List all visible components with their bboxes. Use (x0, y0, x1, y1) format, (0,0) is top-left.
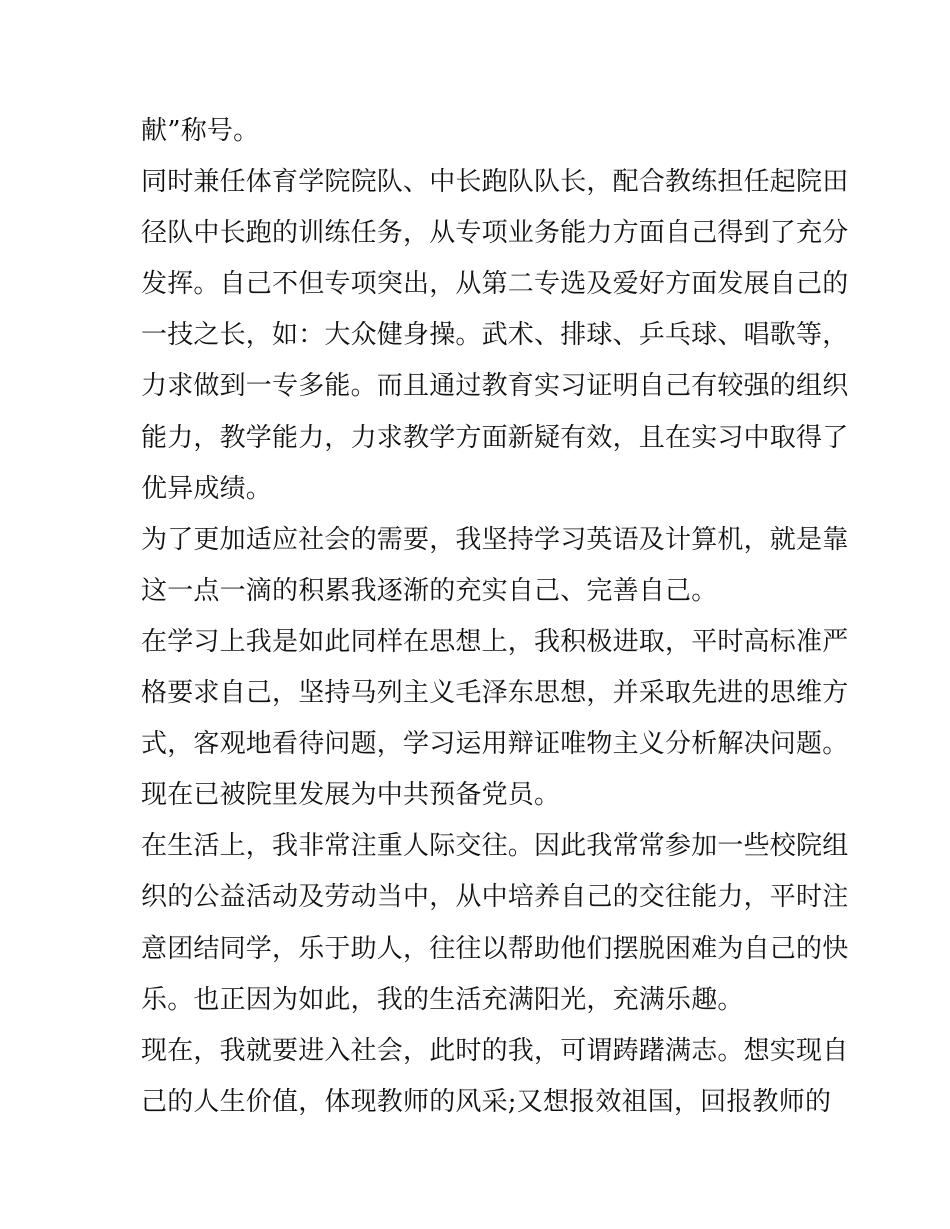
text-line: 这一点一滴的积累我逐渐的充实自己、完善自己。 (141, 575, 718, 606)
text-line: 在生活上，我非常注重人际交往。因此我常常参加一些校院组 (141, 831, 849, 862)
text-line: 优异成绩。 (141, 473, 273, 504)
text-line: 在学习上我是如此同样在思想上，我积极进取，平时高标准严 (141, 626, 849, 657)
text-line: 同时兼任体育学院院队、中长跑队队长，配合教练担任起院田 (141, 167, 849, 198)
text-line: 一技之长，如：大众健身操。武术、排球、乒乓球、唱歌等， (141, 320, 849, 351)
text-line: 径队中长跑的训练任务，从专项业务能力方面自己得到了充分 (141, 218, 849, 249)
text-line: 现在已被院里发展为中共预备党员。 (141, 780, 561, 811)
text-line: 为了更加适应社会的需要，我坚持学习英语及计算机，就是靠 (141, 524, 849, 555)
text-line: 力求做到一专多能。而且通过教育实习证明自己有较强的组织 (141, 371, 849, 402)
text-line: 能力，教学能力，力求教学方面新疑有效，且在实习中取得了 (141, 422, 849, 453)
text-line: 现在，我就要进入社会，此时的我，可谓踌躇满志。想实现自 (141, 1035, 849, 1066)
text-line: 格要求自己，坚持马列主义毛泽东思想，并采取先进的思维方 (141, 678, 849, 709)
text-line: 乐。也正因为如此，我的生活充满阳光，充满乐趣。 (141, 984, 744, 1015)
text-line: 意团结同学，乐于助人，往往以帮助他们摆脱困难为自己的快 (141, 933, 849, 964)
text-line: 发挥。自己不但专项突出，从第二专选及爱好方面发展自己的 (141, 269, 849, 300)
text-line: 献”称号。 (141, 116, 260, 146)
text-line: 织的公益活动及劳动当中，从中培养自己的交往能力，平时注 (141, 882, 849, 913)
text-line: 己的人生价值，体现教师的风采;又想报效祖国，回报教师的 (141, 1086, 832, 1117)
text-line: 式，客观地看待问题，学习运用辩证唯物主义分析解决问题。 (141, 729, 849, 760)
document-body (141, 106, 849, 1128)
